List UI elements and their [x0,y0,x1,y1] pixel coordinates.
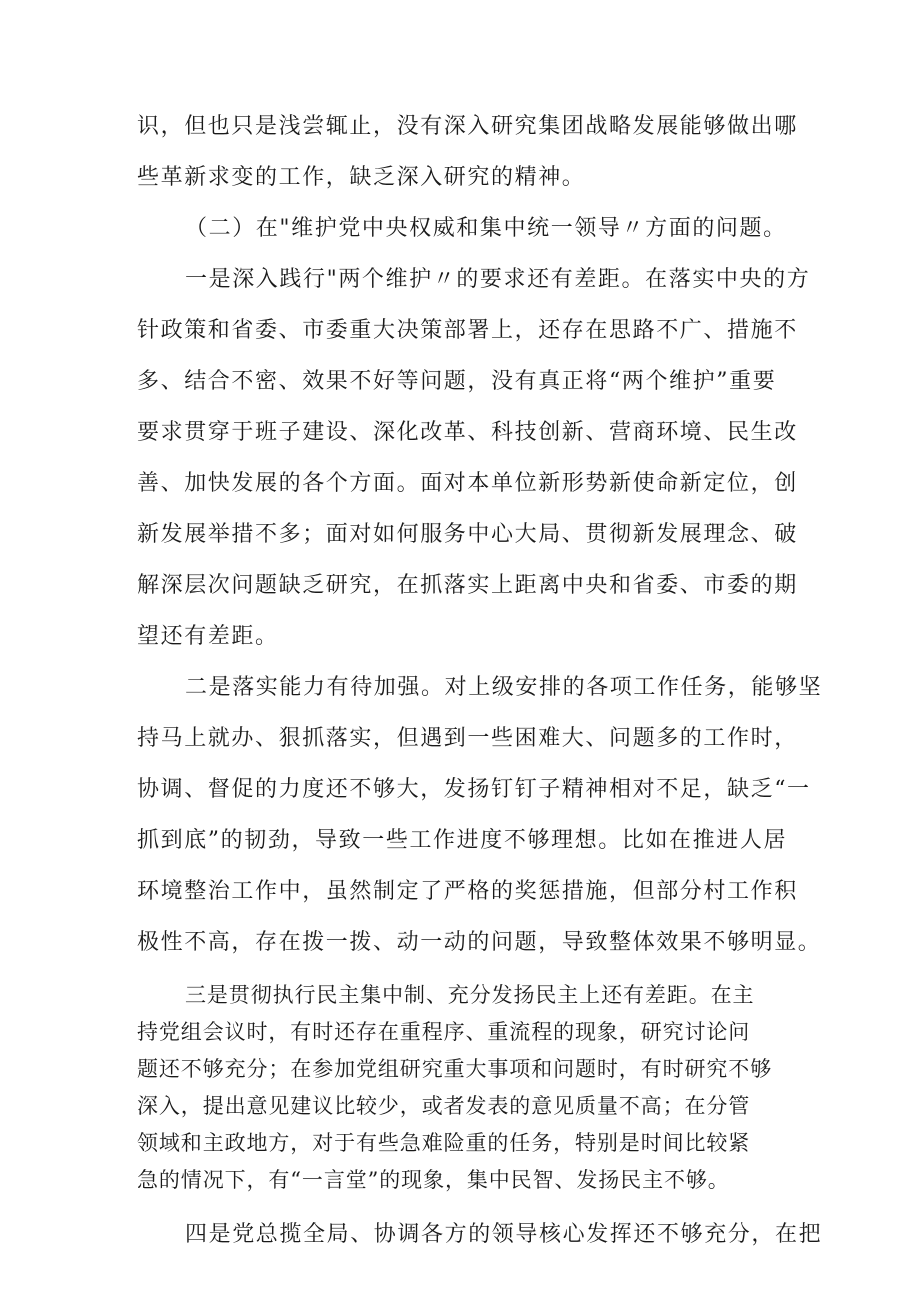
text-line: 解深层次问题缺乏研究，在抓落实上距离中央和省委、市委的期 [137,573,798,598]
text-line: 二是落实能力有待加强。对上级安排的各项工作任务，能够坚 [185,675,823,700]
text-line: 多、结合不密、效果不好等问题，没有真正将“两个维护”重要 [137,369,777,394]
text-line: 急的情况下，有“一言堂”的现象，集中民智、发扬民主不够。 [137,1168,730,1192]
text-line: 善、加快发展的各个方面。面对本单位新形势新使命新定位，创 [137,471,798,496]
text-line: 持马上就办、狠抓落实，但遇到一些困难大、问题多的工作时， [137,726,798,751]
text-line: 一是深入践行"两个维护〃的要求还有差距。在落实中央的方 [185,267,811,292]
text-line: 新发展举措不多；面对如何服务中心大局、贯彻新发展理念、破 [137,522,798,547]
text-line: 持党组会议时，有时还存在重程序、重流程的现象，研究讨论问 [137,1020,751,1044]
section-heading: （二）在"维护党中央权威和集中统一领导〃方面的问题。 [185,216,787,241]
text-line: 深入，提出意见建议比较少，或者发表的意见质量不高；在分管 [137,1094,751,1118]
text-line: 协调、督促的力度还不够大，发扬钉钉子精神相对不足，缺乏“一 [137,777,811,802]
text-line: 识，但也只是浅尝辄止，没有深入研究集团战略发展能够做出哪 [137,114,798,139]
text-line: 三是贯彻执行民主集中制、充分发扬民主上还有差距。在主 [185,983,755,1007]
text-line: 环境整治工作中，虽然制定了严格的奖惩措施，但部分村工作积 [137,879,798,904]
text-line: 望还有差距。 [137,624,279,649]
text-line: 要求贯穿于班子建设、深化改革、科技创新、营商环境、民生改 [137,420,798,445]
text-line: 抓到底”的韧劲，导致一些工作进度不够理想。比如在推进人居 [137,828,788,853]
text-line: 四是党总揽全局、协调各方的领导核心发挥还不够充分，在把 [185,1222,823,1247]
text-line: 针政策和省委、市委重大决策部署上，还存在思路不广、措施不 [137,318,798,343]
text-line: 领域和主政地方，对于有些急难险重的任务，特别是时间比较紧 [137,1131,751,1155]
text-line: 题还不够充分；在参加党组研究重大事项和问题时，有时研究不够 [137,1057,773,1081]
text-line: 些革新求变的工作，缺乏深入研究的精神。 [137,165,586,190]
text-line: 极性不高，存在拨一拨、动一动的问题，导致整体效果不够明显。 [137,930,822,955]
